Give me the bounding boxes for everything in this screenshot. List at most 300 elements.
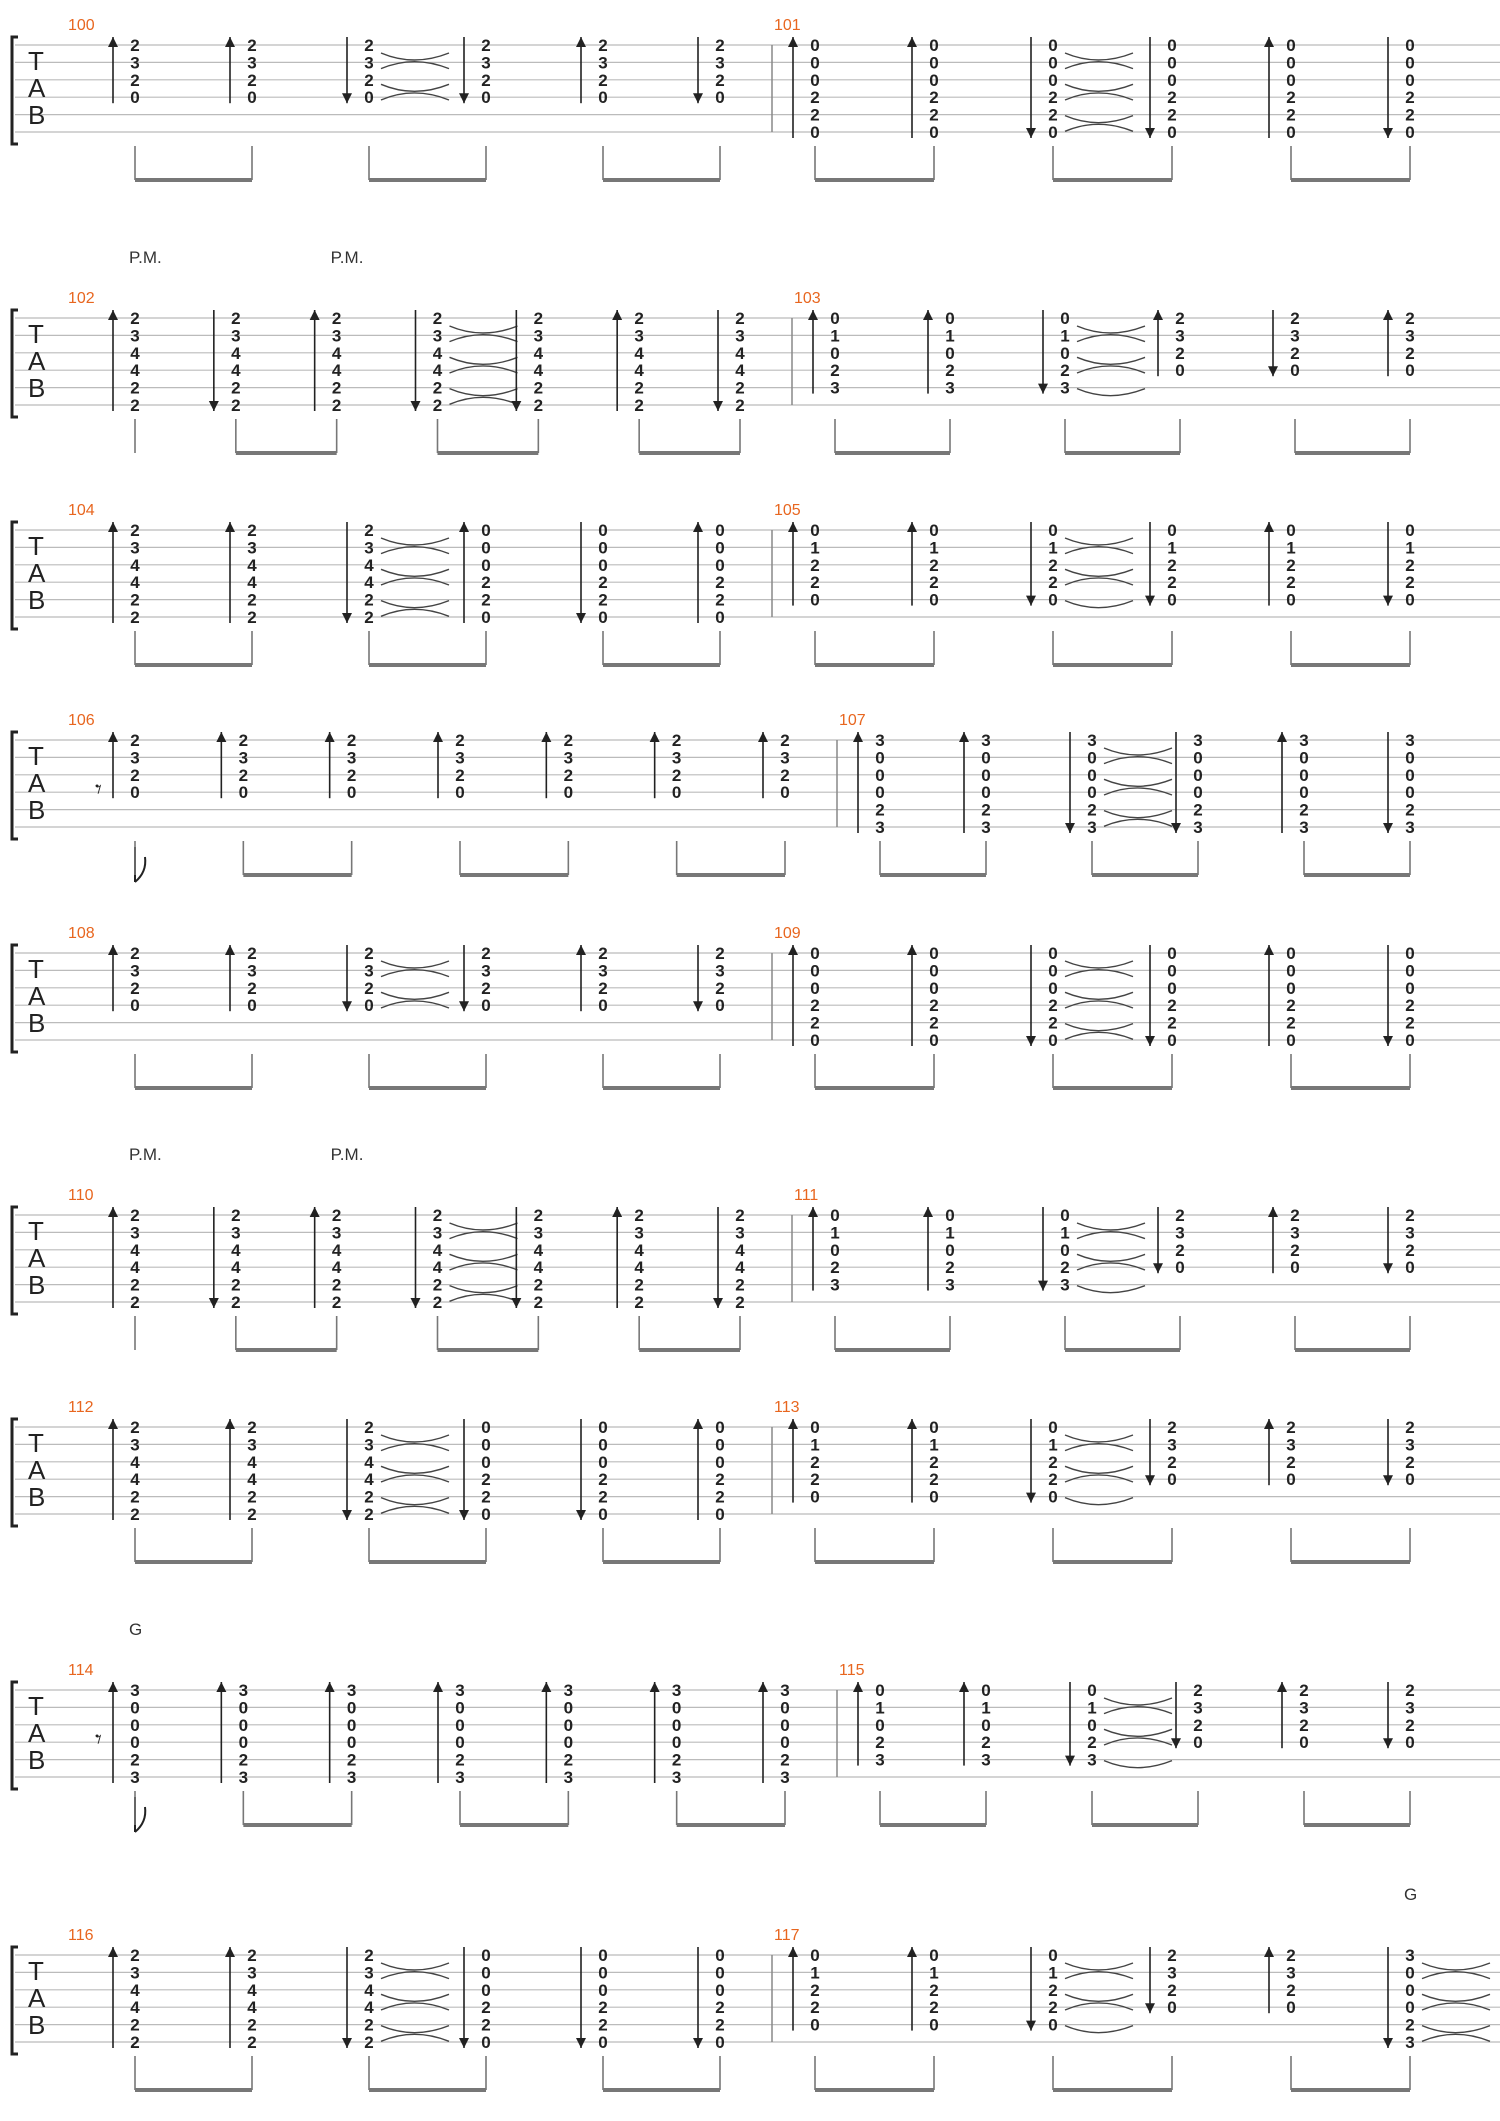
fret-number: 3 xyxy=(1060,378,1070,398)
tab-system xyxy=(12,712,1500,882)
strum-down-arrow-icon xyxy=(1383,596,1393,606)
fret-number: 4 xyxy=(130,1452,140,1472)
fret-number: 0 xyxy=(1060,343,1070,363)
strum-up-arrow-icon xyxy=(788,37,798,47)
fret-number: 0 xyxy=(1405,1031,1415,1050)
fret-number: 4 xyxy=(231,343,241,363)
fret-number: 2 xyxy=(981,800,991,820)
fret-number: 0 xyxy=(715,996,725,1016)
fret-number: 2 xyxy=(780,1750,790,1770)
fret-number: 0 xyxy=(346,1698,357,1718)
fret-number: 0 xyxy=(929,1946,939,1965)
strum-down-arrow-icon xyxy=(411,1298,421,1308)
fret-number: 1 xyxy=(929,1435,939,1455)
strum-up-arrow-icon xyxy=(576,945,586,955)
fret-number: 0 xyxy=(1060,309,1070,328)
fret-number: 2 xyxy=(130,1275,140,1295)
fret-number: 2 xyxy=(247,521,257,540)
measure-number: 100 xyxy=(68,17,95,34)
strum-up-arrow-icon xyxy=(325,1682,335,1692)
tie-curve xyxy=(1077,366,1145,373)
strum-down-arrow-icon xyxy=(342,1510,352,1520)
fret-number: 3 xyxy=(671,748,682,768)
fret-number: 3 xyxy=(780,1681,790,1700)
fret-number: 3 xyxy=(563,748,574,768)
fret-number: 3 xyxy=(1405,1223,1415,1243)
fret-number: 3 xyxy=(130,748,140,768)
strum-down-arrow-icon xyxy=(1026,1036,1036,1046)
fret-number: 2 xyxy=(238,765,249,785)
fret-number: 2 xyxy=(830,1258,840,1278)
fret-number: 2 xyxy=(1290,1240,1300,1260)
tie-curve xyxy=(381,1963,449,1970)
strum-down-arrow-icon xyxy=(1383,2038,1393,2048)
fret-number: 2 xyxy=(130,590,140,610)
fret-number: 2 xyxy=(1175,343,1185,363)
fret-number: 2 xyxy=(130,1418,140,1437)
tie-curve xyxy=(1104,1761,1172,1768)
fret-number: 2 xyxy=(130,396,140,415)
strum-down-arrow-icon xyxy=(1383,128,1393,138)
strum-up-arrow-icon xyxy=(923,1207,933,1217)
fret-number: 0 xyxy=(1405,1258,1415,1278)
fret-number: 2 xyxy=(929,555,939,575)
fret-number: 0 xyxy=(455,1733,465,1753)
palm-mute-marking: P.M. xyxy=(330,248,364,267)
fret-number: 2 xyxy=(130,2015,140,2035)
palm-mute-marking: P.M. xyxy=(129,1145,162,1164)
strum-down-arrow-icon xyxy=(1145,1475,1155,1485)
fret-number: 2 xyxy=(432,1275,443,1295)
fret-number: 3 xyxy=(231,1223,241,1243)
fret-number: 0 xyxy=(929,944,939,963)
fret-number: 0 xyxy=(715,1418,725,1437)
tab-system xyxy=(12,17,1500,180)
fret-number: 3 xyxy=(1087,731,1097,750)
tie-curve xyxy=(381,601,449,608)
palm-mute-marking: P.M. xyxy=(330,1145,364,1164)
fret-number: 0 xyxy=(1405,36,1415,55)
tie-curve xyxy=(1077,1263,1145,1270)
fret-number: 2 xyxy=(1087,800,1097,820)
fret-number: 1 xyxy=(1167,538,1177,558)
fret-number: 0 xyxy=(481,1946,491,1965)
fret-number: 0 xyxy=(364,88,374,108)
fret-number: 0 xyxy=(1405,1470,1415,1490)
fret-number: 0 xyxy=(715,538,725,558)
fret-number: 2 xyxy=(432,1206,443,1225)
fret-number: 2 xyxy=(481,1470,491,1490)
fret-number: 0 xyxy=(1048,961,1058,981)
strum-up-arrow-icon xyxy=(216,1682,226,1692)
fret-number: 3 xyxy=(1299,818,1309,837)
fret-number: 3 xyxy=(231,326,241,346)
fret-number: 0 xyxy=(455,1715,465,1735)
fret-number: 4 xyxy=(432,343,443,363)
fret-number: 0 xyxy=(130,783,140,803)
fret-number: 0 xyxy=(238,1715,249,1735)
fret-number: 0 xyxy=(715,1946,725,1965)
strum-up-arrow-icon xyxy=(108,1419,118,1429)
fret-number: 0 xyxy=(1167,70,1177,90)
fret-number: 2 xyxy=(1299,1715,1309,1735)
fret-number: 0 xyxy=(1299,1733,1309,1753)
fret-number: 1 xyxy=(875,1698,885,1718)
tie-curve xyxy=(1065,84,1133,91)
strum-down-arrow-icon xyxy=(459,93,469,103)
fret-number: 4 xyxy=(735,361,745,381)
fret-number: 2 xyxy=(598,944,608,963)
fret-number: 3 xyxy=(1405,1946,1415,1965)
fret-number: 2 xyxy=(929,105,939,125)
fret-number: 0 xyxy=(810,2015,820,2035)
fret-number: 0 xyxy=(455,783,465,803)
fret-number: 3 xyxy=(1060,1275,1070,1295)
fret-number: 3 xyxy=(1299,1698,1309,1718)
tie-curve xyxy=(381,2026,449,2033)
fret-number: 0 xyxy=(875,765,885,785)
fret-number: 2 xyxy=(1087,1733,1097,1753)
fret-number: 0 xyxy=(130,996,140,1016)
fret-number: 2 xyxy=(455,1750,465,1770)
fret-number: 0 xyxy=(481,608,491,627)
strum-down-arrow-icon xyxy=(1026,2021,1036,2031)
fret-number: 4 xyxy=(432,361,443,381)
tie-curve xyxy=(381,2034,449,2041)
tie-curve xyxy=(1104,779,1172,786)
fret-number: 1 xyxy=(1048,538,1058,558)
fret-number: 0 xyxy=(1048,521,1058,540)
fret-number: 0 xyxy=(364,996,374,1016)
fret-number: 2 xyxy=(598,1487,608,1507)
tab-system xyxy=(12,925,1500,1088)
fret-number: 0 xyxy=(1167,978,1177,998)
fret-number: 0 xyxy=(1193,748,1203,768)
fret-number: 1 xyxy=(1048,1435,1058,1455)
measure-number: 114 xyxy=(68,1662,94,1679)
fret-number: 2 xyxy=(1299,1681,1309,1700)
strum-up-arrow-icon xyxy=(788,1947,798,1957)
fret-number: 3 xyxy=(247,1963,257,1983)
fret-number: 0 xyxy=(130,1715,140,1735)
fret-number: 2 xyxy=(481,36,491,55)
tab-clef-letter: A xyxy=(28,1455,46,1485)
fret-number: 4 xyxy=(364,573,374,593)
fret-number: 2 xyxy=(1167,1418,1177,1437)
fret-number: 0 xyxy=(1405,590,1415,610)
tab-clef-letter: A xyxy=(28,768,46,798)
fret-number: 3 xyxy=(780,1768,790,1787)
fret-number: 0 xyxy=(1048,1031,1058,1050)
tie-curve xyxy=(1065,1498,1133,1505)
fret-number: 2 xyxy=(1405,1418,1415,1437)
measure-number: 111 xyxy=(794,1187,819,1204)
strum-down-arrow-icon xyxy=(576,1510,586,1520)
strum-down-arrow-icon xyxy=(1038,384,1048,394)
fret-number: 2 xyxy=(1193,1681,1203,1700)
fret-number: 0 xyxy=(1087,765,1097,785)
fret-number: 0 xyxy=(715,1505,725,1524)
measure-number: 115 xyxy=(839,1662,865,1679)
fret-number: 3 xyxy=(634,326,644,346)
fret-number: 0 xyxy=(598,88,608,108)
fret-number: 2 xyxy=(810,996,820,1016)
strum-up-arrow-icon xyxy=(853,732,863,742)
fret-number: 2 xyxy=(634,1206,644,1225)
fret-number: 0 xyxy=(780,1733,790,1753)
fret-number: 0 xyxy=(1286,1998,1296,2018)
fret-number: 0 xyxy=(1286,978,1296,998)
fret-number: 0 xyxy=(1405,944,1415,963)
tie-curve xyxy=(381,2003,449,2010)
fret-number: 1 xyxy=(981,1698,991,1718)
tie-curve xyxy=(450,1263,518,1270)
fret-number: 3 xyxy=(981,1750,991,1770)
strum-down-arrow-icon xyxy=(1268,366,1278,376)
fret-number: 0 xyxy=(981,765,991,785)
strum-up-arrow-icon xyxy=(225,1419,235,1429)
strum-up-arrow-icon xyxy=(108,310,118,320)
fret-number: 3 xyxy=(1405,731,1415,750)
fret-number: 0 xyxy=(1048,1487,1058,1507)
fret-number: 2 xyxy=(364,608,374,627)
fret-number: 0 xyxy=(481,88,491,108)
fret-number: 2 xyxy=(481,590,491,610)
fret-number: 4 xyxy=(130,573,140,593)
strum-down-arrow-icon xyxy=(1145,128,1155,138)
fret-number: 0 xyxy=(1167,53,1177,73)
fret-number: 2 xyxy=(810,1980,820,2000)
fret-number: 2 xyxy=(130,1487,140,1507)
strum-up-arrow-icon xyxy=(758,1682,768,1692)
fret-number: 0 xyxy=(1290,1258,1300,1278)
tie-curve xyxy=(1077,326,1145,333)
fret-number: 3 xyxy=(455,1681,465,1700)
fret-number: 4 xyxy=(247,1470,257,1490)
fret-number: 3 xyxy=(671,1768,682,1787)
tab-clef-letter: B xyxy=(28,795,46,825)
fret-number: 4 xyxy=(735,343,745,363)
fret-number: 2 xyxy=(715,590,725,610)
measure-number: 104 xyxy=(68,502,95,519)
tab-system xyxy=(12,1620,1500,1832)
fret-number: 0 xyxy=(481,1963,491,1983)
fret-number: 0 xyxy=(1167,521,1177,540)
fret-number: 2 xyxy=(247,944,257,963)
fret-number: 2 xyxy=(1286,1980,1296,2000)
fret-number: 2 xyxy=(130,978,140,998)
tab-clef-letter: A xyxy=(28,1983,46,2013)
tie-curve xyxy=(1422,2003,1490,2010)
fret-number: 4 xyxy=(364,1980,374,2000)
fret-number: 2 xyxy=(1405,1452,1415,1472)
fret-number: 0 xyxy=(563,783,574,803)
fret-number: 2 xyxy=(735,309,745,328)
strum-up-arrow-icon xyxy=(541,732,551,742)
fret-number: 0 xyxy=(598,538,608,558)
fret-number: 2 xyxy=(715,978,725,998)
fret-number: 0 xyxy=(1167,1998,1177,2018)
fret-number: 1 xyxy=(929,1963,939,1983)
fret-number: 0 xyxy=(1405,961,1415,981)
fret-number: 3 xyxy=(1286,1435,1296,1455)
fret-number: 0 xyxy=(830,1206,840,1225)
strum-down-arrow-icon xyxy=(1383,823,1393,833)
strum-down-arrow-icon xyxy=(576,2038,586,2048)
fret-number: 0 xyxy=(929,36,939,55)
fret-number: 0 xyxy=(1405,70,1415,90)
fret-number: 2 xyxy=(364,1946,374,1965)
tie-curve xyxy=(1077,357,1145,364)
fret-number: 4 xyxy=(432,1258,443,1278)
fret-number: 4 xyxy=(247,1980,257,2000)
fret-number: 3 xyxy=(1087,818,1097,837)
strum-up-arrow-icon xyxy=(923,310,933,320)
system-bracket xyxy=(12,37,18,144)
fret-number: 2 xyxy=(533,309,544,328)
fret-number: 2 xyxy=(364,590,374,610)
fret-number: 2 xyxy=(1405,573,1415,593)
fret-number: 0 xyxy=(598,1980,608,2000)
fret-number: 0 xyxy=(1060,1240,1070,1260)
fret-number: 0 xyxy=(1286,590,1296,610)
measure-number: 103 xyxy=(794,290,821,307)
fret-number: 0 xyxy=(481,1505,491,1524)
strum-up-arrow-icon xyxy=(907,522,917,532)
strum-up-arrow-icon xyxy=(310,1207,320,1217)
fret-number: 2 xyxy=(598,978,608,998)
fret-number: 3 xyxy=(238,1681,249,1700)
strum-down-arrow-icon xyxy=(1383,1738,1393,1748)
fret-number: 3 xyxy=(875,818,885,837)
fret-number: 2 xyxy=(810,1998,820,2018)
fret-number: 3 xyxy=(1290,1223,1300,1243)
tie-curve xyxy=(1077,1254,1145,1261)
tie-curve xyxy=(1065,992,1133,999)
fret-number: 4 xyxy=(130,1258,140,1278)
tab-clef-letter: A xyxy=(28,1718,46,1748)
fret-number: 0 xyxy=(1167,1031,1177,1050)
fret-number: 3 xyxy=(671,1681,682,1700)
fret-number: 2 xyxy=(432,396,443,415)
fret-number: 3 xyxy=(634,1223,644,1243)
fret-number: 4 xyxy=(247,573,257,593)
fret-number: 2 xyxy=(1405,1681,1415,1700)
fret-number: 2 xyxy=(945,1258,955,1278)
strum-down-arrow-icon xyxy=(1383,1475,1393,1485)
tie-curve xyxy=(450,389,518,396)
tab-system xyxy=(12,1399,1500,1562)
fret-number: 2 xyxy=(1193,1715,1203,1735)
fret-number: 4 xyxy=(130,343,140,363)
fret-number: 2 xyxy=(810,88,820,108)
fret-number: 2 xyxy=(875,1733,885,1753)
tab-clef-letter: T xyxy=(28,319,44,349)
strum-up-arrow-icon xyxy=(808,1207,818,1217)
tie-curve xyxy=(381,1475,449,1482)
fret-number: 2 xyxy=(671,765,682,785)
fret-number: 0 xyxy=(598,1946,608,1965)
strum-up-arrow-icon xyxy=(612,310,622,320)
strum-up-arrow-icon xyxy=(1264,522,1274,532)
fret-number: 4 xyxy=(533,1258,544,1278)
tab-clef-letter: B xyxy=(28,100,46,130)
fret-number: 2 xyxy=(331,1293,342,1312)
tie-curve xyxy=(1065,1466,1133,1473)
fret-number: 0 xyxy=(1087,1681,1097,1700)
fret-number: 3 xyxy=(533,326,544,346)
tab-clef-letter: A xyxy=(28,558,46,588)
fret-number: 2 xyxy=(1167,88,1177,108)
fret-number: 2 xyxy=(247,2033,257,2052)
tab-system xyxy=(12,1145,1500,1350)
fret-number: 2 xyxy=(810,573,820,593)
fret-number: 3 xyxy=(563,1768,574,1787)
fret-number: 0 xyxy=(346,1733,357,1753)
tab-clef-letter: B xyxy=(28,1745,46,1775)
strum-up-arrow-icon xyxy=(693,522,703,532)
strum-up-arrow-icon xyxy=(108,522,118,532)
strum-up-arrow-icon xyxy=(1264,945,1274,955)
measure-number: 105 xyxy=(774,502,801,519)
fret-number: 0 xyxy=(1405,748,1415,768)
fret-number: 2 xyxy=(231,309,241,328)
fret-number: 0 xyxy=(1405,1733,1415,1753)
fret-number: 3 xyxy=(130,1768,140,1787)
fret-number: 2 xyxy=(1167,1980,1177,2000)
tab-clef-letter: T xyxy=(28,46,44,76)
strum-up-arrow-icon xyxy=(959,1682,969,1692)
fret-number: 3 xyxy=(1175,1223,1185,1243)
measure-number: 107 xyxy=(839,712,866,729)
fret-number: 2 xyxy=(929,1013,939,1033)
fret-number: 2 xyxy=(981,1733,991,1753)
strum-down-arrow-icon xyxy=(511,401,521,411)
strum-down-arrow-icon xyxy=(459,2038,469,2048)
fret-number: 2 xyxy=(481,1487,491,1507)
fret-number: 2 xyxy=(1405,800,1415,820)
fret-number: 3 xyxy=(1405,1698,1415,1718)
fret-number: 0 xyxy=(1286,961,1296,981)
tie-curve xyxy=(381,992,449,999)
tab-clef-letter: A xyxy=(28,981,46,1011)
tie-curve xyxy=(381,538,449,545)
fret-number: 3 xyxy=(432,1223,443,1243)
note-flag-icon xyxy=(135,847,145,882)
fret-number: 0 xyxy=(875,1681,885,1700)
tie-curve xyxy=(381,1435,449,1442)
fret-number: 2 xyxy=(1290,309,1300,328)
tie-curve xyxy=(381,609,449,616)
fret-number: 0 xyxy=(1175,361,1185,381)
strum-down-arrow-icon xyxy=(693,93,703,103)
strum-down-arrow-icon xyxy=(342,93,352,103)
fret-number: 0 xyxy=(1048,36,1058,55)
tie-curve xyxy=(1104,788,1172,795)
fret-number: 3 xyxy=(1167,1435,1177,1455)
tie-curve xyxy=(1104,1738,1172,1745)
strum-up-arrow-icon xyxy=(788,945,798,955)
strum-down-arrow-icon xyxy=(511,1298,521,1308)
strum-down-arrow-icon xyxy=(411,401,421,411)
fret-number: 0 xyxy=(1286,944,1296,963)
tie-curve xyxy=(1065,538,1133,545)
strum-up-arrow-icon xyxy=(108,37,118,47)
fret-number: 3 xyxy=(364,53,374,73)
fret-number: 2 xyxy=(715,36,725,55)
fret-number: 2 xyxy=(1048,105,1058,125)
measure-number: 112 xyxy=(68,1399,94,1416)
